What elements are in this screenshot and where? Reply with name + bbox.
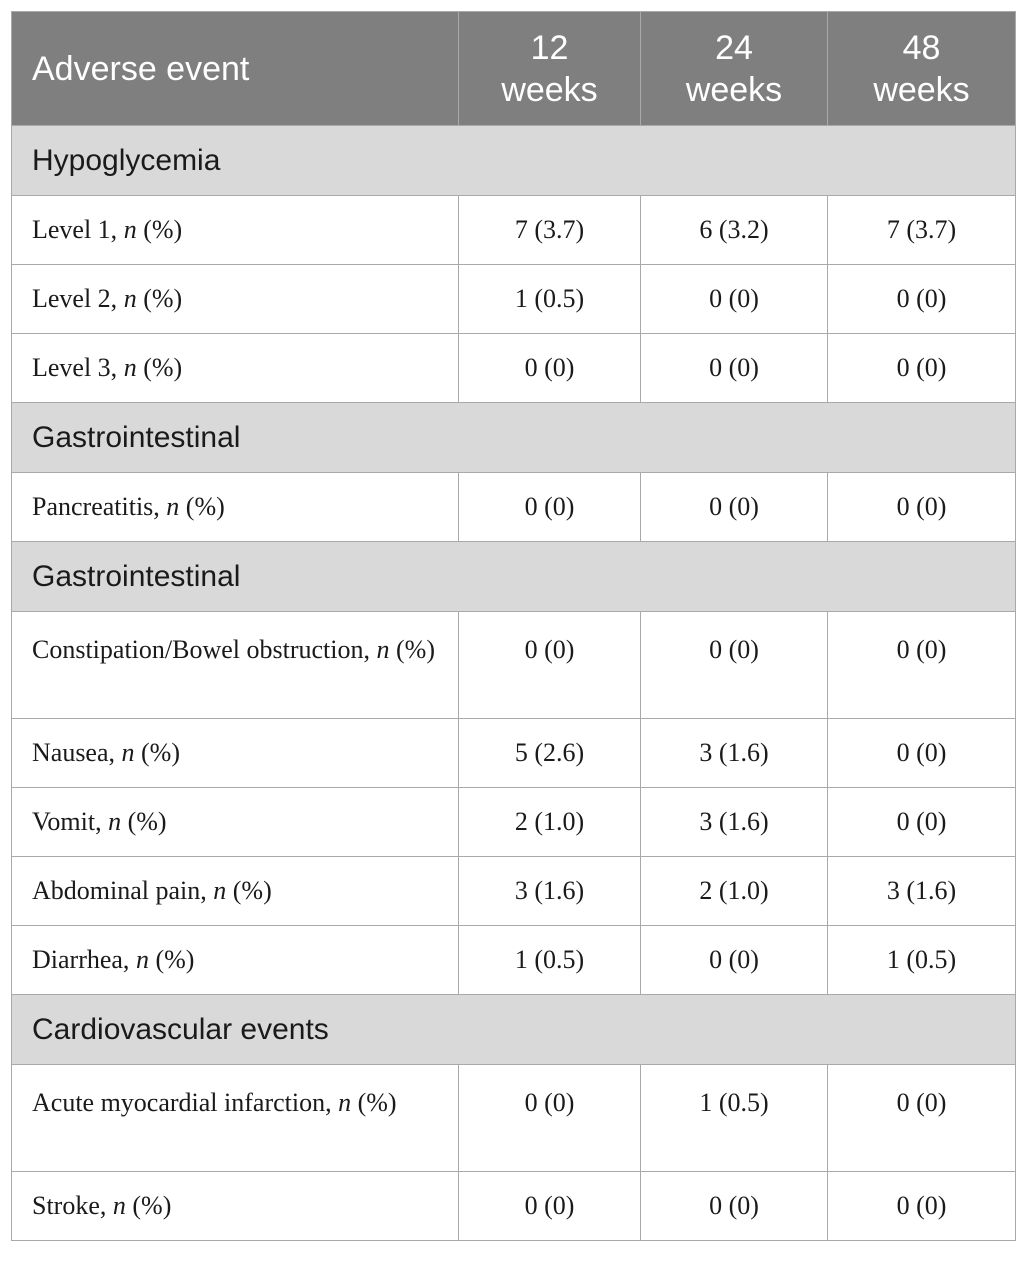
cell-24-weeks: 0 (0) [641, 926, 828, 995]
header-adverse-event: Adverse event [12, 12, 459, 126]
cell-24-weeks: 0 (0) [641, 612, 828, 719]
row-label: Level 1, n (%) [12, 196, 459, 265]
section-title: Gastrointestinal [12, 542, 1016, 612]
cell-24-weeks: 3 (1.6) [641, 788, 828, 857]
table-row [12, 473, 1016, 542]
row-label: Abdominal pain, n (%) [12, 857, 459, 926]
cell-48-weeks: 0 (0) [828, 788, 1016, 857]
cell-12-weeks: 2 (1.0) [459, 788, 641, 857]
table-row [12, 857, 1016, 926]
cell-24-weeks: 0 (0) [641, 265, 828, 334]
adverse-events-table-container [11, 11, 1016, 1241]
table-row [12, 612, 1016, 719]
cell-24-weeks: 0 (0) [641, 1172, 828, 1241]
cell-12-weeks: 0 (0) [459, 1065, 641, 1172]
row-label: Level 3, n (%) [12, 334, 459, 403]
cell-24-weeks: 1 (0.5) [641, 1065, 828, 1172]
cell-24-weeks: 3 (1.6) [641, 719, 828, 788]
section-title: Cardiovascular events [12, 995, 1016, 1065]
cell-12-weeks: 5 (2.6) [459, 719, 641, 788]
adverse-events-table [11, 11, 1016, 1241]
section-row-cardiovascular-events [12, 995, 1016, 1065]
header-12-weeks: 12 weeks [459, 12, 641, 126]
cell-12-weeks: 3 (1.6) [459, 857, 641, 926]
cell-48-weeks: 0 (0) [828, 334, 1016, 403]
row-label: Constipation/Bowel obstruction, n (%) [12, 612, 459, 719]
cell-48-weeks: 0 (0) [828, 719, 1016, 788]
header-48-weeks: 48 weeks [828, 12, 1016, 126]
row-label: Level 2, n (%) [12, 265, 459, 334]
cell-48-weeks: 0 (0) [828, 1065, 1016, 1172]
cell-48-weeks: 3 (1.6) [828, 857, 1016, 926]
cell-24-weeks: 0 (0) [641, 473, 828, 542]
section-title: Gastrointestinal [12, 403, 1016, 473]
section-row-gastrointestinal [12, 403, 1016, 473]
row-label: Nausea, n (%) [12, 719, 459, 788]
table-row [12, 926, 1016, 995]
header-row [12, 12, 1016, 126]
row-label: Vomit, n (%) [12, 788, 459, 857]
row-label: Stroke, n (%) [12, 1172, 459, 1241]
row-label: Pancreatitis, n (%) [12, 473, 459, 542]
row-label: Diarrhea, n (%) [12, 926, 459, 995]
section-row-hypoglycemia [12, 126, 1016, 196]
cell-24-weeks: 6 (3.2) [641, 196, 828, 265]
row-label: Acute myocardial infarction, n (%) [12, 1065, 459, 1172]
cell-48-weeks: 0 (0) [828, 612, 1016, 719]
cell-12-weeks: 1 (0.5) [459, 265, 641, 334]
section-title: Hypoglycemia [12, 126, 1016, 196]
section-row-gastrointestinal-2 [12, 542, 1016, 612]
cell-12-weeks: 7 (3.7) [459, 196, 641, 265]
cell-12-weeks: 0 (0) [459, 1172, 641, 1241]
table-row [12, 788, 1016, 857]
cell-48-weeks: 0 (0) [828, 1172, 1016, 1241]
cell-48-weeks: 1 (0.5) [828, 926, 1016, 995]
cell-12-weeks: 1 (0.5) [459, 926, 641, 995]
cell-48-weeks: 0 (0) [828, 265, 1016, 334]
cell-48-weeks: 0 (0) [828, 473, 1016, 542]
table-row [12, 334, 1016, 403]
cell-12-weeks: 0 (0) [459, 473, 641, 542]
table-row [12, 265, 1016, 334]
table-row [12, 1065, 1016, 1172]
table-row [12, 719, 1016, 788]
table-row [12, 1172, 1016, 1241]
cell-48-weeks: 7 (3.7) [828, 196, 1016, 265]
table-row [12, 196, 1016, 265]
cell-12-weeks: 0 (0) [459, 334, 641, 403]
cell-12-weeks: 0 (0) [459, 612, 641, 719]
cell-24-weeks: 2 (1.0) [641, 857, 828, 926]
cell-24-weeks: 0 (0) [641, 334, 828, 403]
header-24-weeks: 24 weeks [641, 12, 828, 126]
